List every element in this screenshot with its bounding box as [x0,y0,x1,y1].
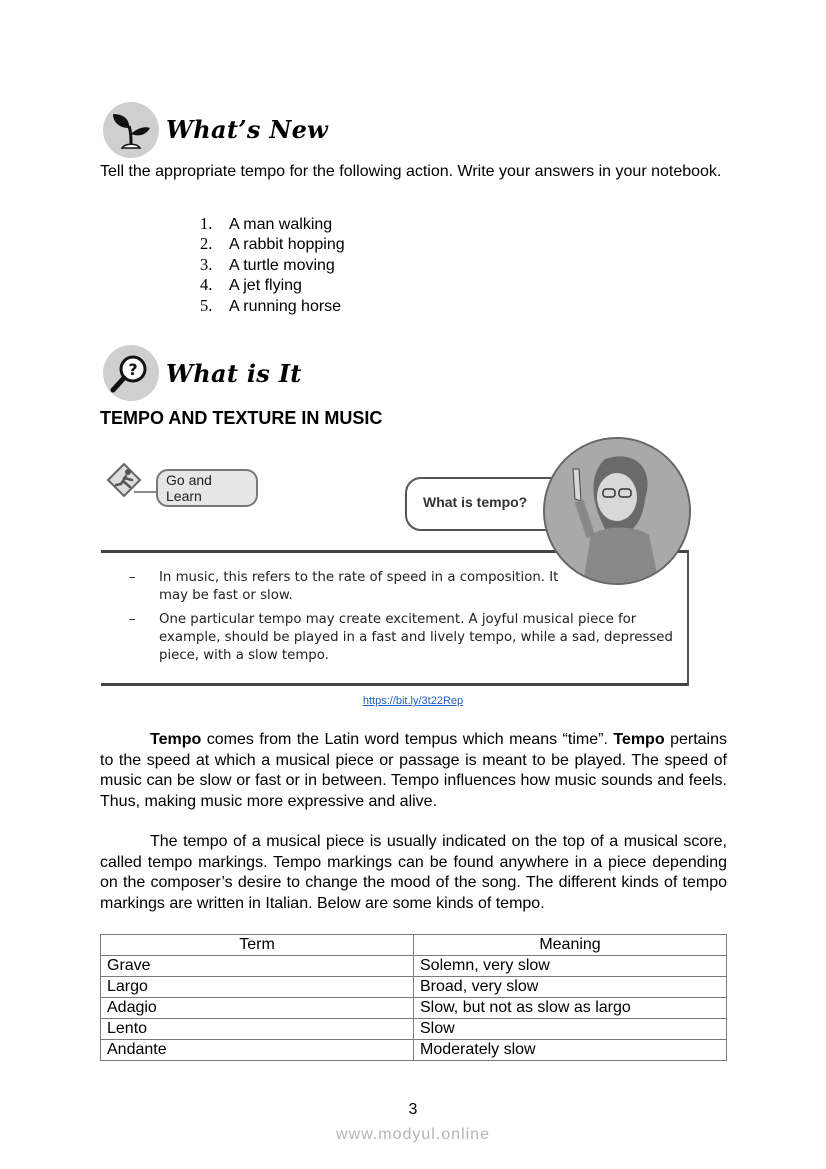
table-header-row [101,935,727,956]
term-cell: Adagio [101,998,414,1019]
list-item: 5. A running horse [200,295,342,315]
running-person-icon [104,460,164,500]
list-item: 1. A man walking [200,214,333,233]
definition-bullet: – In music, this refers to the rate of speed in a composition. It may be fast or slow. [129,570,559,603]
table-row [101,956,727,977]
watermark: www.modyul.online [336,1126,490,1143]
meaning-cell: Broad, very slow [414,977,727,998]
list-item: 4. A jet flying [200,275,302,295]
paragraph-tempo-markings: The tempo of a musical piece is usually indicated on the top of a musical score, called tempo markings. Tempo markings can be found anywhere in a piece depending on the composer’s desire to change the mood of the song. The different kinds of tempo markings are written in Italian. Below are some kinds of tempo. [100,833,727,912]
page-number: 3 [408,1101,418,1118]
action-list [200,214,345,316]
section-title-what-is-it: What is It [166,359,302,388]
column-header-term: Term [101,935,414,956]
list-item: 3. A turtle moving [200,254,335,274]
meaning-cell: Slow, but not as slow as largo [414,998,727,1019]
magnifier-question-icon [103,345,159,401]
definition-bullet: – One particular tempo may create excitement. A joyful musical piece for example, should be played in a fast and lively tempo, while a sad, depressed piece, with a slow tempo. [129,612,673,663]
table-row [101,998,727,1019]
meaning-cell: Solemn, very slow [414,956,727,977]
table-row [101,1040,727,1061]
plant-icon [103,102,159,158]
meaning-cell: Slow [414,1019,727,1040]
term-cell: Andante [101,1040,414,1061]
tempo-table [100,934,727,1061]
term-cell: Largo [101,977,414,998]
term-cell: Grave [101,956,414,977]
meaning-cell: Moderately slow [414,1040,727,1061]
table-row [101,1019,727,1040]
teacher-character-icon [543,437,691,585]
section-title-whats-new: What’s New [166,115,329,144]
list-item: 2. A rabbit hopping [200,234,345,254]
paragraph-tempo-definition: Tempo comes from the Latin word tempus which means “time”. Tempo pertains to the speed at which a musical piece or passage is meant to be played. The speed of music can be slow or fast or in between. Tempo influences how music sounds and feels. Thus, making music more expressive and alive. [100,731,727,810]
go-and-learn-badge: Go and Learn [104,460,258,498]
source-link[interactable]: https://bit.ly/3t22Rep [362,695,464,707]
table-row [101,977,727,998]
section-heading: TEMPO AND TEXTURE IN MUSIC [100,408,383,428]
instructions-text: Tell the appropriate tempo for the following action. Write your answers in your notebook. [100,163,722,180]
term-cell: Lento [101,1019,414,1040]
speech-bubble: What is tempo? [405,477,569,531]
column-header-meaning: Meaning [414,935,727,956]
svg-text:?: ? [128,360,138,379]
